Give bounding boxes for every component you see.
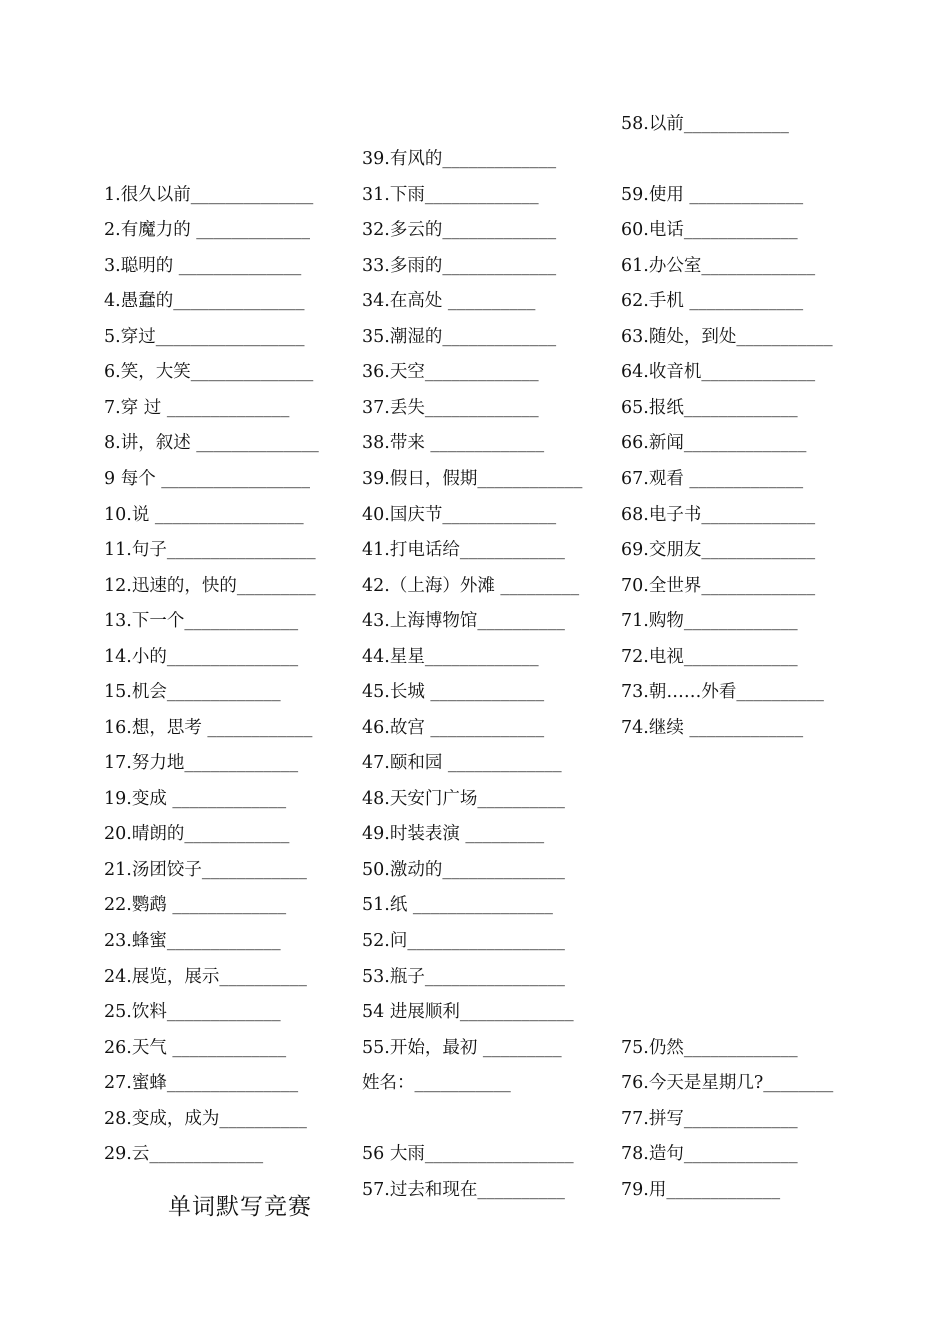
vocab-item: 65.报纸_____________ — [621, 398, 798, 418]
vocab-item: 27.蜜蜂_______________ — [104, 1073, 299, 1093]
vocab-item: 49.时装表演 _________ — [362, 824, 545, 844]
vocab-item: 74.继续 _____________ — [621, 718, 804, 738]
vocab-item: 32.多云的_____________ — [362, 220, 557, 240]
vocab-item: 41.打电话给____________ — [362, 540, 565, 560]
vocab-item: 52.问__________________ — [362, 931, 565, 951]
vocab-item: 68.电子书_____________ — [621, 505, 816, 525]
vocab-item: 44.星星_____________ — [362, 647, 539, 667]
vocab-item: 16.想，思考 ____________ — [104, 718, 313, 738]
vocab-item: 71.购物_____________ — [621, 611, 798, 631]
vocab-item: 29.云_____________ — [104, 1144, 264, 1164]
vocab-item: 20.晴朗的____________ — [104, 824, 290, 844]
vocab-item: 63.随处，到处___________ — [621, 327, 833, 347]
vocab-item: 51.纸 ________________ — [362, 895, 553, 915]
vocab-item: 34.在高处 __________ — [362, 291, 536, 311]
vocab-item: 2.有魔力的 _____________ — [104, 220, 311, 240]
vocab-item: 7.穿 过 ______________ — [104, 398, 290, 418]
vocab-item: 75.仍然_____________ — [621, 1038, 798, 1058]
vocab-item: 77.拼写_____________ — [621, 1109, 798, 1129]
vocab-item: 55.开始，最初 _________ — [362, 1038, 562, 1058]
vocab-item: 26.天气 _____________ — [104, 1038, 287, 1058]
vocab-item: 64.收音机_____________ — [621, 362, 816, 382]
vocab-item: 5.穿过_________________ — [104, 327, 305, 347]
vocab-item: 79.用_____________ — [621, 1180, 781, 1200]
vocab-item: 31.下雨_____________ — [362, 185, 539, 205]
vocab-item: 11.句子_________________ — [104, 540, 316, 560]
vocab-item: 28.变成，成为__________ — [104, 1109, 307, 1129]
worksheet-title: 单词默写竞赛 — [168, 1194, 312, 1220]
vocab-item: 1.很久以前______________ — [104, 185, 314, 205]
vocab-item: 15.机会_____________ — [104, 682, 281, 702]
vocab-item: 姓名：___________ — [362, 1073, 511, 1093]
vocab-item: 14.小的_______________ — [104, 647, 299, 667]
vocab-item: 69.交朋友_____________ — [621, 540, 816, 560]
vocab-item: 38.带来 _____________ — [362, 433, 545, 453]
vocab-item: 48.天安门广场__________ — [362, 789, 565, 809]
vocab-item: 8.讲，叙述 ______________ — [104, 433, 319, 453]
vocab-item: 78.造句_____________ — [621, 1144, 798, 1164]
vocab-item: 23.蜂蜜_____________ — [104, 931, 281, 951]
vocab-item: 36.天空_____________ — [362, 362, 539, 382]
vocab-item: 39.假日，假期____________ — [362, 469, 583, 489]
vocab-item: 21.汤团饺子____________ — [104, 860, 307, 880]
vocab-item: 46.故宫 _____________ — [362, 718, 545, 738]
vocab-item: 25.饮料_____________ — [104, 1002, 281, 1022]
vocab-item: 19.变成 _____________ — [104, 789, 287, 809]
vocab-item: 12.迅速的，快的_________ — [104, 576, 316, 596]
vocab-item: 66.新闻______________ — [621, 433, 807, 453]
vocab-item: 4.愚蠢的_______________ — [104, 291, 305, 311]
vocab-item: 40.国庆节_____________ — [362, 505, 557, 525]
vocab-item: 67.观看 _____________ — [621, 469, 804, 489]
vocab-item: 3.聪明的 ______________ — [104, 256, 302, 276]
vocab-item: 72.电视_____________ — [621, 647, 798, 667]
vocab-item: 37.丢失_____________ — [362, 398, 539, 418]
vocab-item: 13.下一个_____________ — [104, 611, 299, 631]
vocab-item: 61.办公室_____________ — [621, 256, 816, 276]
vocab-item: 6.笑，大笑______________ — [104, 362, 314, 382]
vocab-item: 76.今天是星期几?________ — [621, 1073, 834, 1093]
vocab-item: 54 进展顺利_____________ — [362, 1002, 574, 1022]
vocab-item: 47.颐和园 _____________ — [362, 753, 562, 773]
vocab-item: 59.使用 _____________ — [621, 185, 804, 205]
vocab-item: 17.努力地_____________ — [104, 753, 299, 773]
vocab-item: 42.（上海）外滩 _________ — [362, 576, 580, 596]
vocab-item: 9 每个 _________________ — [104, 469, 311, 489]
vocab-item: 43.上海博物馆__________ — [362, 611, 565, 631]
vocab-item: 10.说 _________________ — [104, 505, 304, 525]
vocab-item: 56 大雨_________________ — [362, 1144, 574, 1164]
vocab-item: 22.鹦鹉 _____________ — [104, 895, 287, 915]
vocab-item: 58.以前____________ — [621, 114, 789, 134]
vocab-item: 57.过去和现在__________ — [362, 1180, 565, 1200]
vocab-item: 33.多雨的_____________ — [362, 256, 557, 276]
vocab-item: 50.激动的______________ — [362, 860, 565, 880]
vocab-item: 53.瓶子________________ — [362, 967, 565, 987]
vocab-item: 45.长城 _____________ — [362, 682, 545, 702]
vocab-item: 35.潮湿的_____________ — [362, 327, 557, 347]
vocab-item: 39.有风的_____________ — [362, 149, 557, 169]
vocab-item: 24.展览，展示__________ — [104, 967, 307, 987]
vocab-item: 62.手机 _____________ — [621, 291, 804, 311]
vocab-item: 60.电话_____________ — [621, 220, 798, 240]
vocab-item: 73.朝……外看__________ — [621, 682, 824, 702]
vocab-item: 70.全世界_____________ — [621, 576, 816, 596]
